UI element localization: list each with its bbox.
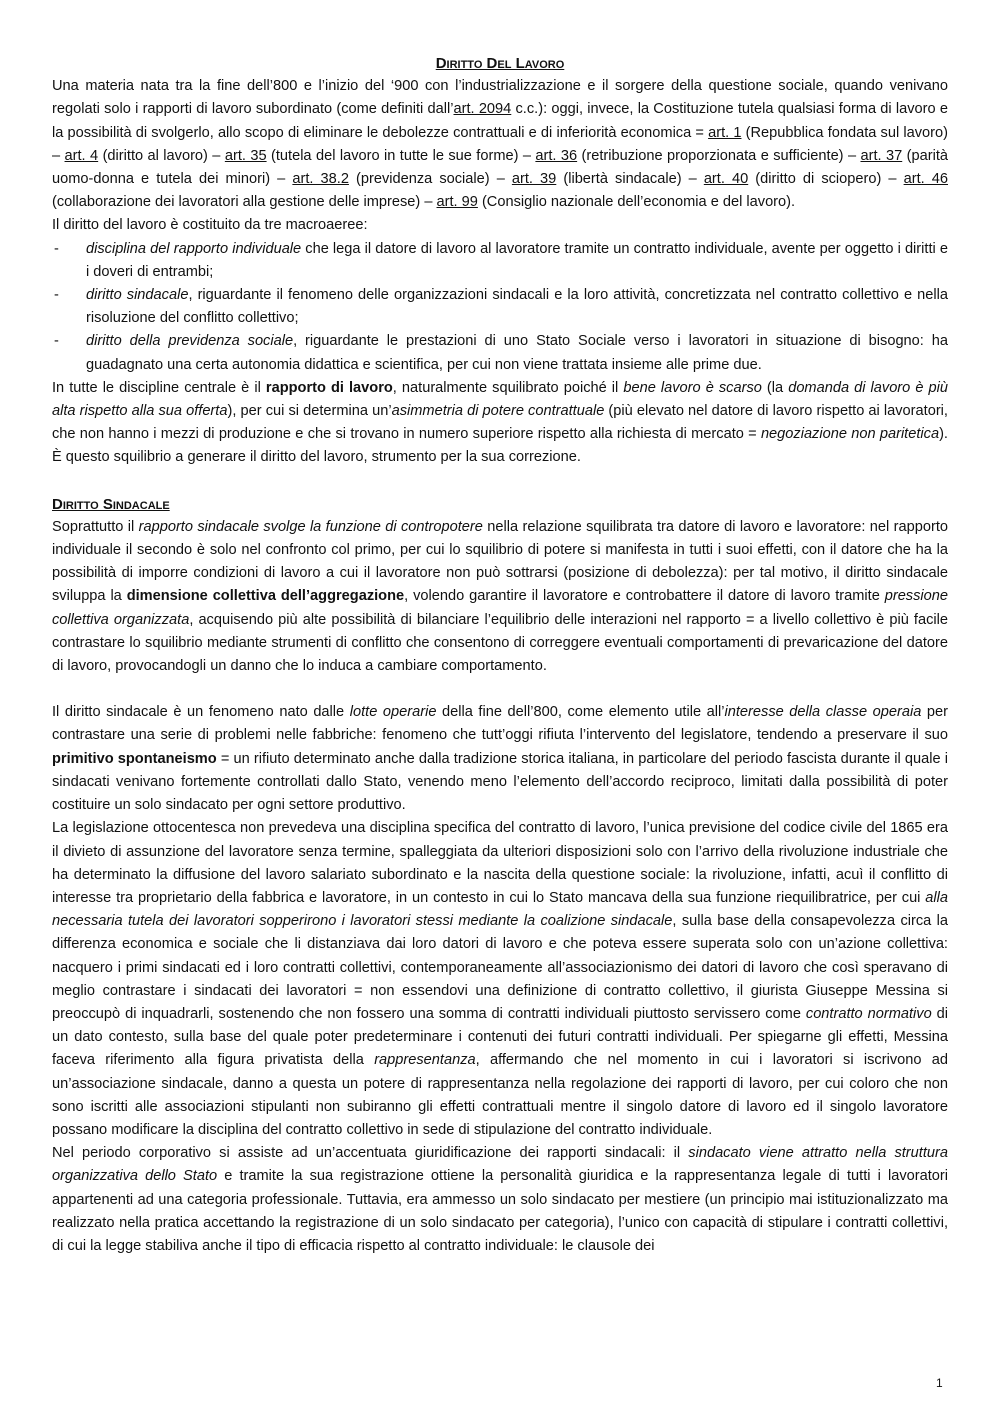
article-ref: art. 2094 [453,101,512,118]
dash-bullet: - [54,287,59,304]
sindacale-paragraph-2: Il diritto sindacale è un fenomeno nato dalle lotte operarie della fine dell’800, come elemento utile all’interesse della classe operaia per contrastare una serie di problemi nelle fabbriche: fenomeno che tutt’oggi rifiuta l’intervento del legislatore, tendendo a preservare il suo primitivo spontaneismo = un rifiuto determinato anche dalla tradizione storica italiana, in particolare del periodo fascista durante il quale i sindacati venivano fortemente controllati dallo Stato, venendo meno l’elemento dell’accordo reciproco, limitati dalla possibilità di poter costituire un solo sindacato per ogni settore produttivo. [52,704,949,814]
article-ref: art. 4 [64,147,99,164]
dash-bullet: - [54,333,59,350]
intro-paragraph: Una materia nata tra la fine dell’800 e l’inizio del ‘900 con l’industrializzazione e il sorgere della questione sociale, quando venivano regolati solo i rapporti di lavoro subordinato (come definiti dall’art. 2094 c.c.): oggi, invece, la Costituzione tutela qualsiasi forma di lavoro e la possibilità di svolgerlo, allo scopo di eliminare le debolezze contrattuali e di inferiorità economica = art. 1 (Repubblica fondata sul lavoro) – art. 4 (diritto al lavoro) – art. 35 (tutela del lavoro in tutte le sue forme) – art. 36 (retribuzione proporzionata e sufficiente) – art. 37 (parità uomo-donna e tutela dei minori) – art. 38.2 (previdenza sociale) – art. 39 (libertà sindacale) – art. 40 (diritto di sciopero) – art. 46 (collaborazione dei lavoratori alla gestione delle imprese) – art. 99 (Consiglio nazionale dell’economia e del lavoro). [52,78,948,211]
sindacale-paragraph-1: Soprattutto il rapporto sindacale svolge la funzione di contropotere nella relazione squilibrata tra datore di lavoro e lavoratore: nel rapporto individuale il secondo è solo nel confronto col primo, per cui lo squilibrio di potere si manifesta in tutti i suoi effetti, con il datore che ha la possibilità di imporre condizioni di lavoro a cui il lavoratore non può sottrarsi (posizione di debolezza): per tal motivo, il diritto sindacale sviluppa la dimensione collettiva dell’aggregazione, volendo garantire il lavoratore e controbattere il datore di lavoro tramite pressione collettiva organizzata, acquisendo più alte possibilità di bilanciare l’equilibrio delle interazioni nel rapporto = a livello collettivo è più facile contrastare lo squilibrio mediante strumenti di conflitto che consentono di correggere eventuali comportamenti di prevaricazione del datore di lavoro, provocandogli un danno che lo induca a cambiare comportamento. [52,518,948,675]
article-ref: art. 1 [708,124,742,141]
central-paragraph: In tutte le discipline centrale è il rapporto di lavoro, naturalmente squilibrato poiché il bene lavoro è scarso (la domanda di lavoro è più alta rispetto alla sua offerta), per cui si determina un’asimmetria di potere contrattuale (più elevato nel datore di lavoro rispetto ai lavoratori, che non hanno i mezzi di produzione e che si trovano in numero superiore rispetto alla richiesta di mercato = negoziazione non paritetica). È questo squilibrio a generare il diritto del lavoro, strumento per la sua correzione. [52,379,948,466]
areas-list [52,238,948,377]
article-ref: art. 35 [224,147,267,164]
document-page [52,52,948,1258]
article-ref: art. 37 [860,147,903,164]
article-ref: art. 46 [903,171,948,188]
sindacale-paragraph-4: Nel periodo corporativo si assiste ad un’accentuata giuridificazione dei rapporti sindacali: il sindacato viene attratto nella struttura organizzativa dello Stato e tramite la sua registrazione ottiene la personalità giuridica e la rappresentanza legale di tutti i lavoratori appartenenti ad una categoria professionale. Tuttavia, era ammesso un solo sindacato per mestiere (un principio mai istituzionalizzato ma realizzato nella pratica accettando la registrazione di un solo sindacato per categoria), l’unico con capacità di stipulare i contratti collettivi, di cui la legge stabiliva anche il tipo di efficacia rispetto al contratto individuale: le clausole dei [52,1145,948,1254]
page-number: 1 [936,1376,943,1390]
document-title: Diritto Del Lavoro [435,55,565,72]
areas-intro: Il diritto del lavoro è costituito da tre macroaeree: [52,217,368,234]
spacer [52,678,948,701]
article-ref: art. 36 [535,147,578,164]
dash-bullet: - [54,240,59,257]
section-title: Diritto Sindacale [52,495,170,513]
article-ref: art. 99 [436,194,478,211]
list-item: - diritto sindacale, riguardante il fenomeno delle organizzazioni sindacali e la loro attività, concretizzata nel contratto collettivo e nella risoluzione del conflitto collettivo; [52,284,948,330]
article-ref: art. 38.2 [292,171,349,188]
spacer [52,470,948,493]
list-item: - diritto della previdenza sociale, riguardante le prestazioni di uno Stato Sociale verso i lavoratori in situazione di bisogno: ha guadagnato una certa autonomia didattica e scientifica, per cui non viene trattata insieme alle prime due. [52,330,948,376]
article-ref: art. 39 [511,171,557,188]
article-ref: art. 40 [703,171,749,188]
sindacale-paragraph-3: La legislazione ottocentesca non prevedeva una disciplina specifica del contratto di lavoro, l’unica previsione del codice civile del 1865 era il divieto di assunzione del lavoratore senza termine, spalleggiata da ulteriori disposizioni solo con l’arrivo della rivoluzione industriale che ha determinato la diffusione del lavoro salariato subordinato e la nascita della questione sociale: la rivoluzione, infatti, acuì il conflitto di interesse tra proprietario della fabbrica e lavoratore, in un contesto in cui lo Stato mancava della sua funzione riequilibratrice, per cui alla necessaria tutela dei lavoratori sopperirono i lavoratori stessi mediante la coalizione sindacale, sulla base della consapevolezza circa la differenza economica e sociale che li distanziava dai loro datori di lavoro e che poteva essere superata solo con un’azione collettiva: nacquero i primi sindacati ed i loro contratti collettivi, contemporaneamente all’associazionismo dei datori di lavoro che così speravano di meglio contrastare i sindacati dei lavoratori = non essendovi una definizione di contratto collettivo, il giurista Giuseppe Messina si preoccupò di inquadrarli, sostenendo che non fossero una somma di contratti individuali piuttosto servissero come contratto normativo di un dato contesto, sulla base del quale poter predeterminare i contenuti dei futuri contratti individuali. Per spiegarne gli effetti, Messina faceva riferimento alla figura privatista della rappresentanza, affermando che nel momento in cui i lavoratori si iscrivono ad un’associazione sindacale, danno a questa un potere di rappresentanza nella regolazione dei rapporti di lavoro, per cui coloro che non sono iscritti alle associazioni stipulanti non subiranno gli effetti contrattuali mentre il singolo datore di lavoro ed il singolo lavoratore possano modificare la disciplina del contratto collettivo in sede di stipulazione del contratto individuale. [52,820,948,1138]
list-item: - disciplina del rapporto individuale che lega il datore di lavoro al lavoratore tramite un contratto individuale, avente per oggetto i diritti e i doveri di entrambi; [52,238,948,284]
